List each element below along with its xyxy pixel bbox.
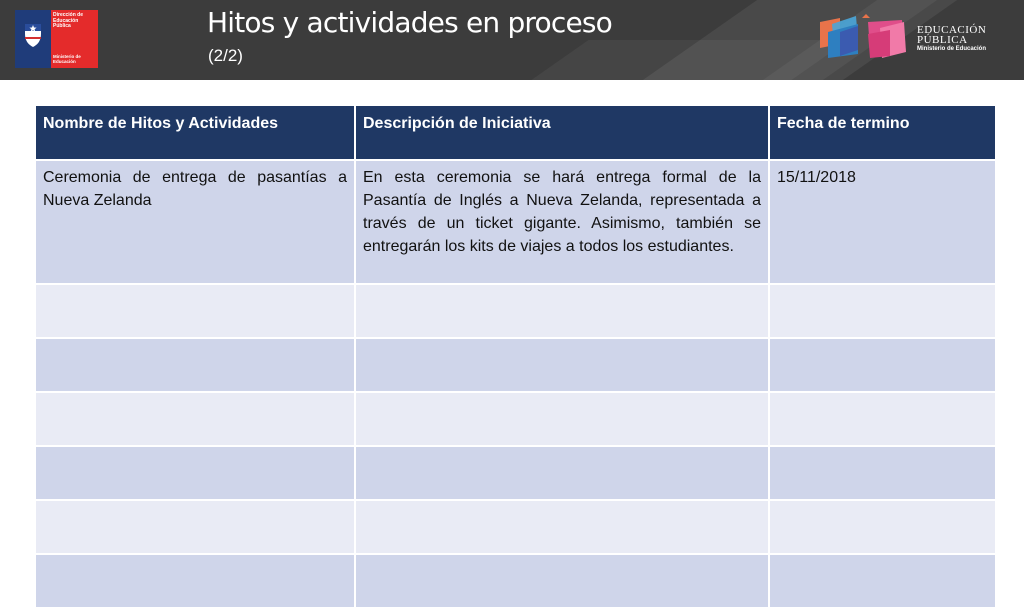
table-cell-end-date (769, 284, 996, 338)
table-cell-milestone (35, 500, 355, 554)
gov-logo-line2: Ministerio de Educación (53, 54, 81, 64)
header-bar (0, 0, 1024, 80)
table-cell-end-date (769, 446, 996, 500)
table-row (35, 446, 996, 500)
table-cell-end-date (769, 554, 996, 608)
table-cell-description (355, 500, 769, 554)
table-cell-description (355, 284, 769, 338)
table-row (35, 284, 996, 338)
government-logo (15, 10, 98, 68)
edu-logo-line2: PÚBLICA (917, 34, 968, 46)
table-cell-milestone (35, 284, 355, 338)
table-cell-end-date (769, 500, 996, 554)
table-cell-description (355, 446, 769, 500)
table-cell-milestone (35, 392, 355, 446)
edu-logo-line3: Ministerio de Educación (917, 46, 987, 52)
page-subtitle: (2/2) (208, 46, 243, 65)
table-cell-end-date (769, 392, 996, 446)
table-row (35, 338, 996, 392)
page-title: Hitos y actividades en proceso (207, 6, 612, 39)
table-cell-end-date (769, 338, 996, 392)
milestones-table (34, 104, 997, 609)
table-cell-end-date: 15/11/2018 (769, 160, 996, 284)
edu-logo-line1: EDUCACIÓN (917, 24, 987, 36)
gov-logo-line1: Dirección de Educación Pública (53, 12, 84, 29)
table-row (35, 500, 996, 554)
table-cell-milestone (35, 554, 355, 608)
table-cell-description: En esta ceremonia se hará entrega formal de la Pasantía de Inglés a Nueva Zelanda, representada a través de un ticket gigante. Asimismo, también se entregarán los kits de viajes a todos los estudiantes. (355, 160, 769, 284)
column-header-description: Descripción de Iniciativa (355, 105, 769, 160)
column-header-milestone: Nombre de Hitos y Actividades (35, 105, 355, 160)
coat-of-arms-icon (22, 20, 44, 48)
educacion-publica-logo-icon (818, 14, 1008, 66)
column-header-end-date: Fecha de termino (769, 105, 996, 160)
table-cell-milestone (35, 446, 355, 500)
table-cell-description (355, 338, 769, 392)
table-cell-milestone (35, 338, 355, 392)
table-header-row (35, 105, 996, 160)
table-row (35, 392, 996, 446)
table-cell-description (355, 392, 769, 446)
table-row (35, 554, 996, 608)
table-cell-description (355, 554, 769, 608)
table-cell-milestone: Ceremonia de entrega de pasantías a Nueva Zelanda (35, 160, 355, 284)
table-row (35, 160, 996, 284)
